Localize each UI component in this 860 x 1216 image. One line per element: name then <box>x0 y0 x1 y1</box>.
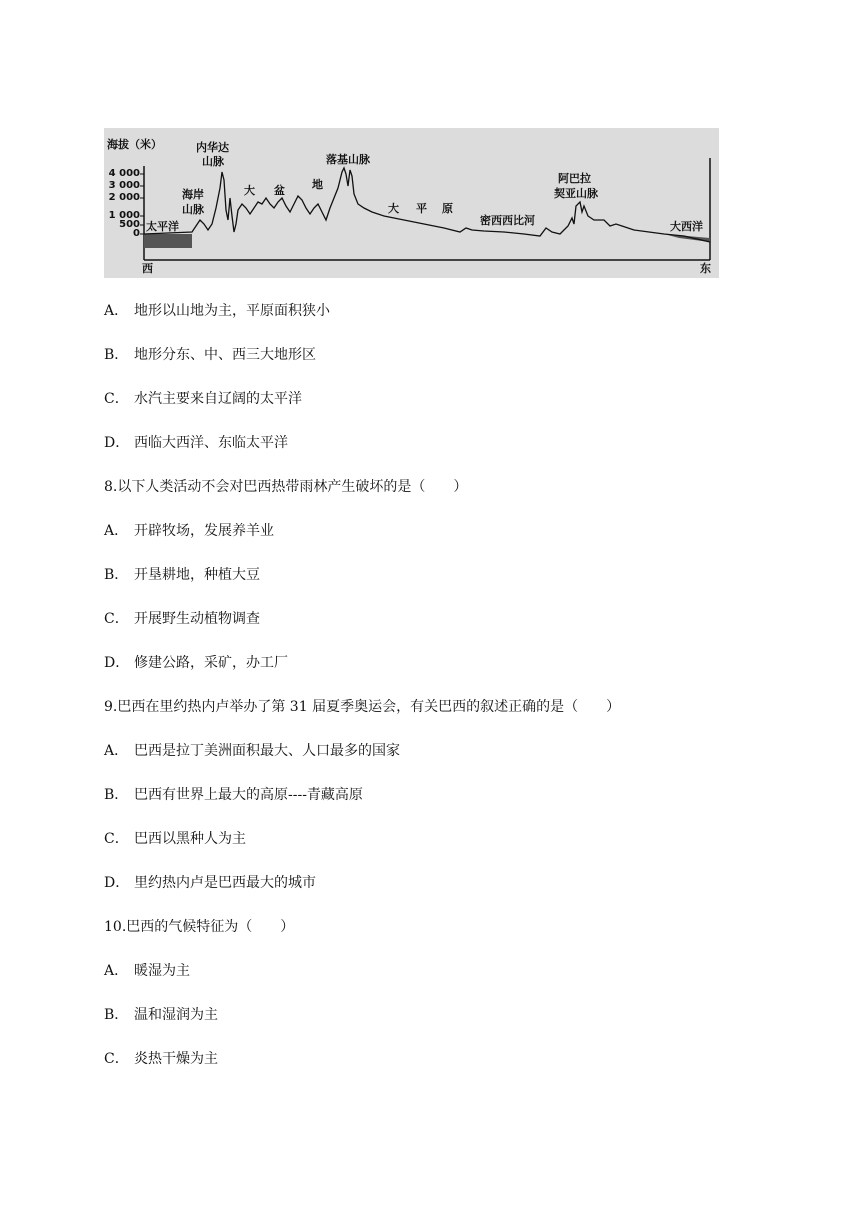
terrain-profile-figure <box>104 128 719 278</box>
q9-option-d <box>104 874 316 892</box>
option-letter: A． <box>104 963 129 979</box>
atlantic-label: 大西洋 <box>670 220 703 233</box>
option-letter: B． <box>104 1007 129 1023</box>
q9-option-b <box>104 786 363 804</box>
q7-option-a <box>104 302 330 320</box>
q8-option-b <box>104 566 260 584</box>
q9-option-a <box>104 742 400 760</box>
option-letter: D． <box>104 435 130 451</box>
east-label: 东 <box>700 262 711 275</box>
option-text: 巴西以黑种人为主 <box>134 831 246 847</box>
great-plains-label: 大 <box>388 202 399 215</box>
q7-option-b <box>104 346 316 364</box>
west-label: 西 <box>142 262 153 275</box>
y-tick-label: 500 <box>119 219 140 230</box>
option-text: 里约热内卢是巴西最大的城市 <box>134 875 316 891</box>
pacific-ocean-area <box>144 234 192 248</box>
pacific-label: 太平洋 <box>146 220 179 233</box>
q8-stem: 8.以下人类活动不会对巴西热带雨林产生破坏的是（ ） <box>104 479 468 495</box>
option-letter: C． <box>104 831 129 847</box>
option-text: 炎热干燥为主 <box>134 1051 218 1067</box>
sierra-nevada-label: 内华达 <box>196 141 229 154</box>
q8-option-c <box>104 610 260 628</box>
great-plains-label: 平 <box>416 202 427 215</box>
option-text: 温和湿润为主 <box>134 1007 218 1023</box>
option-text: 水汽主要来自辽阔的太平洋 <box>134 391 302 407</box>
option-text: 暖湿为主 <box>134 963 190 979</box>
option-text: 开展野生动植物调查 <box>134 611 260 627</box>
option-letter: C． <box>104 611 129 627</box>
q10-option-b <box>104 1006 218 1024</box>
option-letter: C． <box>104 1051 129 1067</box>
option-letter: D． <box>104 655 130 671</box>
great-basin-label: 盆 <box>274 184 285 197</box>
great-plains-label: 原 <box>442 202 453 215</box>
option-letter: B． <box>104 347 129 363</box>
y-axis-title: 海拔（米） <box>107 138 162 151</box>
option-letter: B． <box>104 567 129 583</box>
q7-option-c <box>104 390 302 408</box>
great-basin-label: 大 <box>244 184 255 197</box>
option-letter: C． <box>104 391 129 407</box>
q10-option-c <box>104 1050 218 1068</box>
q8-option-d <box>104 654 288 672</box>
option-text: 地形以山地为主，平原面积狭小 <box>134 303 330 319</box>
option-letter: A． <box>104 523 129 539</box>
y-tick-label: 3 000 <box>108 180 140 191</box>
option-letter: B． <box>104 787 129 803</box>
q9-option-c <box>104 830 246 848</box>
y-tick-label: 4 000 <box>108 168 140 179</box>
option-text: 西临大西洋、东临太平洋 <box>134 435 288 451</box>
q9-stem: 9.巴西在里约热内卢举办了第 31 届夏季奥运会，有关巴西的叙述正确的是（ ） <box>104 699 621 715</box>
option-text: 开垦耕地，种植大豆 <box>134 567 260 583</box>
q7-option-d <box>104 434 288 452</box>
profile-line <box>144 168 710 242</box>
option-text: 巴西是拉丁美洲面积最大、人口最多的国家 <box>134 743 400 759</box>
option-letter: A． <box>104 743 129 759</box>
q10-option-a <box>104 962 190 980</box>
q10-stem: 10.巴西的气候特征为（ ） <box>104 919 295 935</box>
coastal-range-label: 海岸 <box>182 188 204 201</box>
y-tick-label: 0 <box>133 228 140 239</box>
option-letter: D． <box>104 875 130 891</box>
y-tick-label: 2 000 <box>108 192 140 203</box>
option-text: 修建公路，采矿，办工厂 <box>134 655 288 671</box>
great-basin-label: 地 <box>312 178 323 191</box>
option-letter: A． <box>104 303 129 319</box>
option-text: 地形分东、中、西三大地形区 <box>134 347 316 363</box>
option-text: 开辟牧场，发展养羊业 <box>134 523 274 539</box>
mississippi-label: 密西西比河 <box>480 214 535 227</box>
appalachian-label: 阿巴拉 <box>558 172 591 185</box>
coastal-range-label: 山脉 <box>182 203 204 216</box>
rocky-mountains-label: 落基山脉 <box>326 153 370 166</box>
y-tick-label: 1 000 <box>108 210 140 221</box>
option-text: 巴西有世界上最大的高原----青藏高原 <box>134 787 363 803</box>
appalachian-label: 契亚山脉 <box>554 187 598 200</box>
sierra-nevada-label: 山脉 <box>202 155 224 168</box>
q8-option-a <box>104 522 274 540</box>
